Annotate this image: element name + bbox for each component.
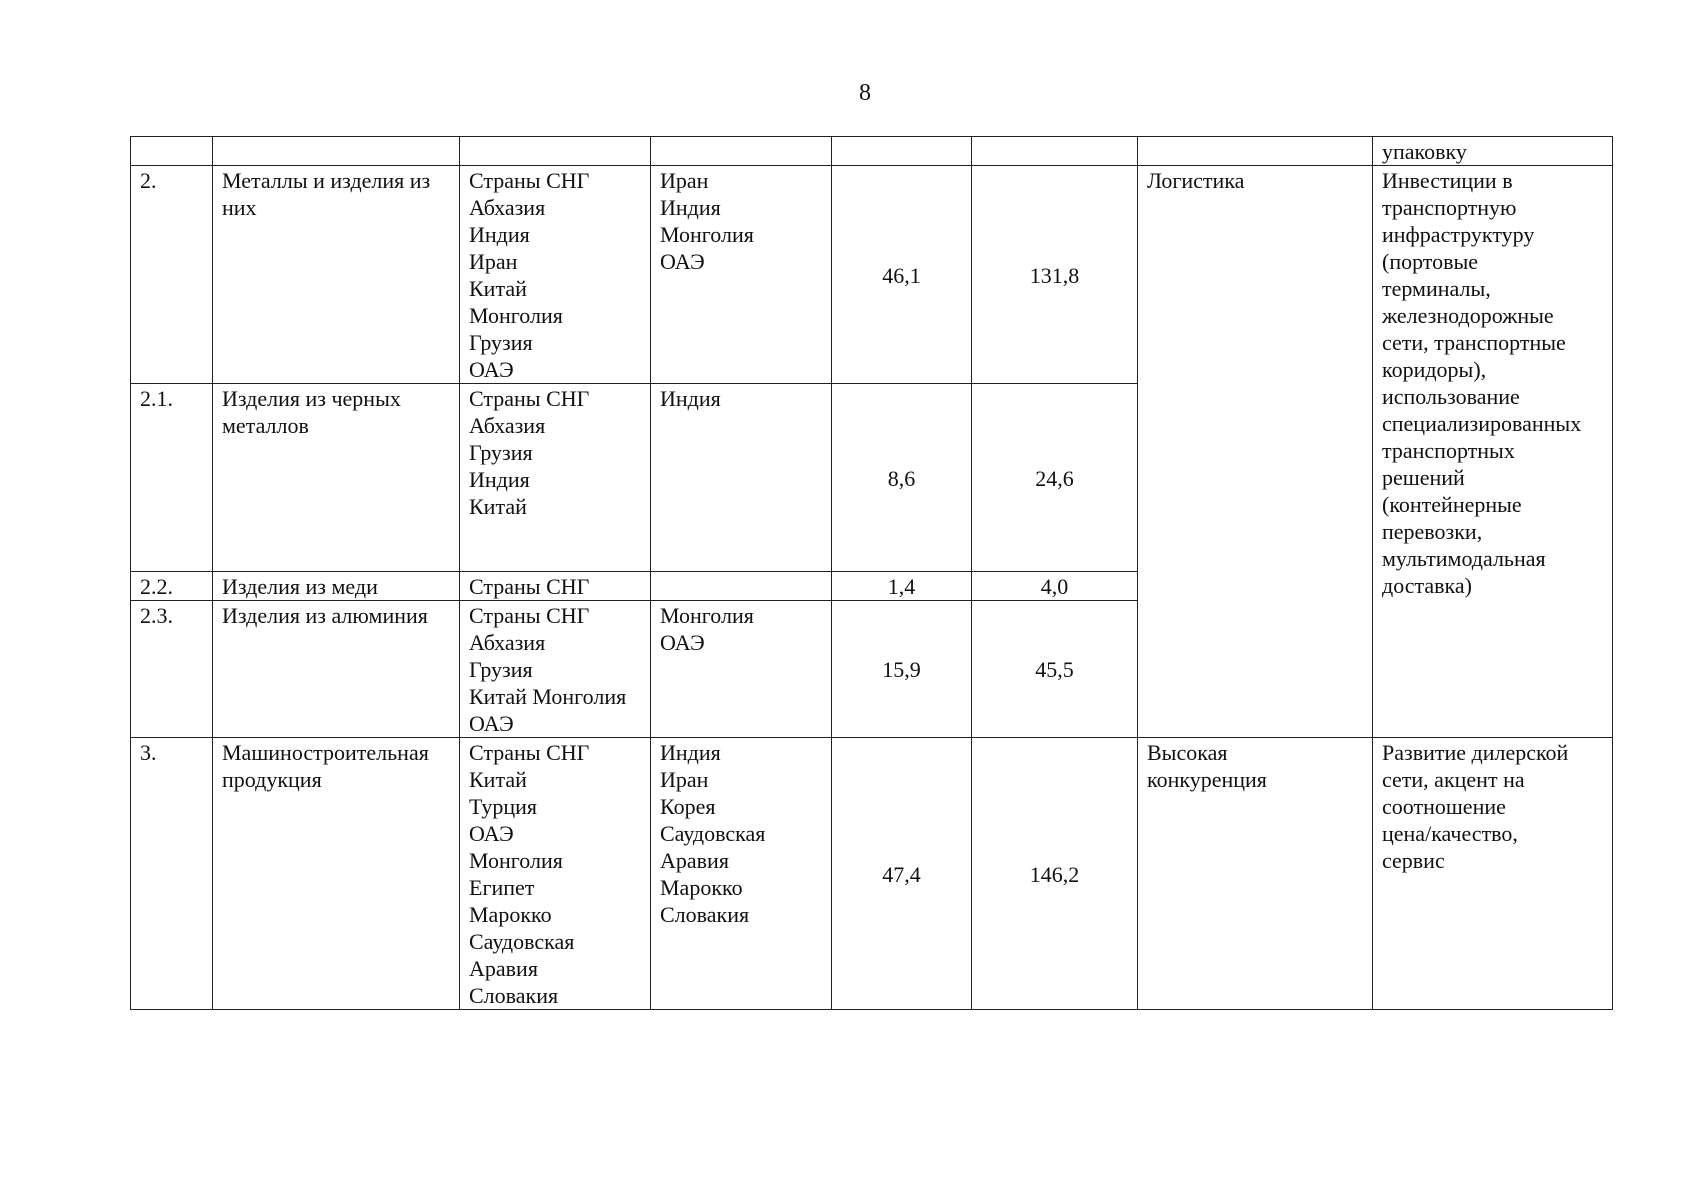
cell-markets: [460, 166, 651, 384]
market-item: Марокко: [469, 902, 552, 927]
market-item: Страны СНГ: [469, 386, 590, 411]
table-row: [131, 738, 1613, 1010]
cell-prospects: [651, 572, 832, 601]
measure-line: (портовые: [1382, 249, 1479, 274]
measure-line: сети, акцент на: [1382, 767, 1525, 792]
prospect-item: Монголия: [660, 603, 754, 628]
market-item: ОАЭ: [469, 711, 514, 736]
measure-line: транспортных: [1382, 438, 1515, 463]
measure-line: коридоры),: [1382, 357, 1487, 382]
market-item: Аравия: [469, 956, 538, 981]
cell-markets: [460, 601, 651, 738]
measure-line: железнодорожные: [1382, 303, 1554, 328]
measure-line: мультимодальная: [1382, 546, 1546, 571]
measure-line: специализированных: [1382, 411, 1582, 436]
barrier-line: Высокая: [1147, 740, 1228, 765]
prospect-item: Марокко: [660, 875, 743, 900]
measure-line: (контейнерные: [1382, 492, 1522, 517]
cell-measures-continuation: упаковку: [1373, 137, 1613, 166]
prospect-item: Индия: [660, 386, 721, 411]
market-item: Китай: [469, 767, 527, 792]
cell-empty: [651, 137, 832, 166]
cell-product: Изделия из черных металлов: [213, 384, 460, 572]
cell-product: Металлы и изделия из них: [213, 166, 460, 384]
cell-value1: 47,4: [832, 738, 972, 1010]
cell-number: 2.1.: [131, 384, 213, 572]
prospect-item: ОАЭ: [660, 249, 705, 274]
cell-markets: [460, 384, 651, 572]
cell-markets: [460, 738, 651, 1010]
cell-value2: 24,6: [972, 384, 1138, 572]
cell-barrier: Логистика: [1138, 166, 1373, 738]
market-item: Грузия: [469, 440, 533, 465]
cell-number: 2.: [131, 166, 213, 384]
cell-measures: [1373, 738, 1613, 1010]
cell-value1: 46,1: [832, 166, 972, 384]
market-item: Абхазия: [469, 413, 546, 438]
cell-product: Изделия из меди: [213, 572, 460, 601]
prospect-item: Словакия: [660, 902, 750, 927]
market-item: Словакия: [469, 983, 559, 1008]
cell-value2: 4,0: [972, 572, 1138, 601]
market-item: ОАЭ: [469, 821, 514, 846]
barrier-line: конкуренция: [1147, 767, 1267, 792]
cell-empty: [460, 137, 651, 166]
cell-value1: 15,9: [832, 601, 972, 738]
market-item: Страны СНГ: [469, 168, 590, 193]
market-item: Грузия: [469, 657, 533, 682]
prospect-item: Корея: [660, 794, 716, 819]
cell-value1: 1,4: [832, 572, 972, 601]
cell-value2: 131,8: [972, 166, 1138, 384]
measure-line: Инвестиции в: [1382, 168, 1513, 193]
measure-line: цена/качество,: [1382, 821, 1518, 846]
measure-line: соотношение: [1382, 794, 1506, 819]
cell-number: 3.: [131, 738, 213, 1010]
table-row: [131, 166, 1613, 384]
measure-line: перевозки,: [1382, 519, 1483, 544]
market-item: Иран: [469, 249, 518, 274]
cell-barrier: [1138, 738, 1373, 1010]
prospect-item: Монголия: [660, 222, 754, 247]
cell-measures: [1373, 166, 1613, 738]
prospect-item: Индия: [660, 740, 721, 765]
prospect-item: Саудовская: [660, 821, 766, 846]
measure-line: сети, транспортные: [1382, 330, 1566, 355]
cell-prospects: [651, 384, 832, 572]
cell-empty: [972, 137, 1138, 166]
market-item: Китай: [469, 494, 527, 519]
export-table: [130, 136, 1613, 1010]
prospect-item: Аравия: [660, 848, 729, 873]
measure-line: инфраструктуру: [1382, 222, 1535, 247]
market-item: ОАЭ: [469, 357, 514, 382]
measure-line: Развитие дилерской: [1382, 740, 1569, 765]
cell-prospects: [651, 738, 832, 1010]
cell-empty: [213, 137, 460, 166]
market-item: Китай Монголия: [469, 684, 627, 709]
measure-line: транспортную: [1382, 195, 1517, 220]
market-item: Монголия: [469, 848, 563, 873]
cell-empty: [1138, 137, 1373, 166]
cell-value1: 8,6: [832, 384, 972, 572]
cell-value2: 45,5: [972, 601, 1138, 738]
market-item: Индия: [469, 222, 530, 247]
cell-product: Изделия из алюминия: [213, 601, 460, 738]
measure-line: сервис: [1382, 848, 1445, 873]
market-item: Саудовская: [469, 929, 575, 954]
measure-line: использование: [1382, 384, 1520, 409]
cell-empty: [832, 137, 972, 166]
cell-product: Машиностроительная продукция: [213, 738, 460, 1010]
market-item: Монголия: [469, 303, 563, 328]
market-item: Страны СНГ: [469, 574, 590, 599]
prospect-item: ОАЭ: [660, 630, 705, 655]
market-item: Грузия: [469, 330, 533, 355]
market-item: Индия: [469, 467, 530, 492]
measure-line: терминалы,: [1382, 276, 1491, 301]
cell-empty: [131, 137, 213, 166]
cell-markets: [460, 572, 651, 601]
cell-number: 2.2.: [131, 572, 213, 601]
cell-number: 2.3.: [131, 601, 213, 738]
market-item: Турция: [469, 794, 538, 819]
market-item: Египет: [469, 875, 535, 900]
page-number: 8: [859, 80, 871, 106]
prospect-item: Индия: [660, 195, 721, 220]
table-row-continuation: [131, 137, 1613, 166]
measure-line: решений: [1382, 465, 1465, 490]
market-item: Абхазия: [469, 630, 546, 655]
prospect-item: Иран: [660, 767, 709, 792]
market-item: Абхазия: [469, 195, 546, 220]
market-item: Страны СНГ: [469, 603, 590, 628]
cell-prospects: [651, 601, 832, 738]
prospect-item: Иран: [660, 168, 709, 193]
measure-line: доставка): [1382, 573, 1472, 598]
market-item: Страны СНГ: [469, 740, 590, 765]
cell-prospects: [651, 166, 832, 384]
cell-value2: 146,2: [972, 738, 1138, 1010]
market-item: Китай: [469, 276, 527, 301]
